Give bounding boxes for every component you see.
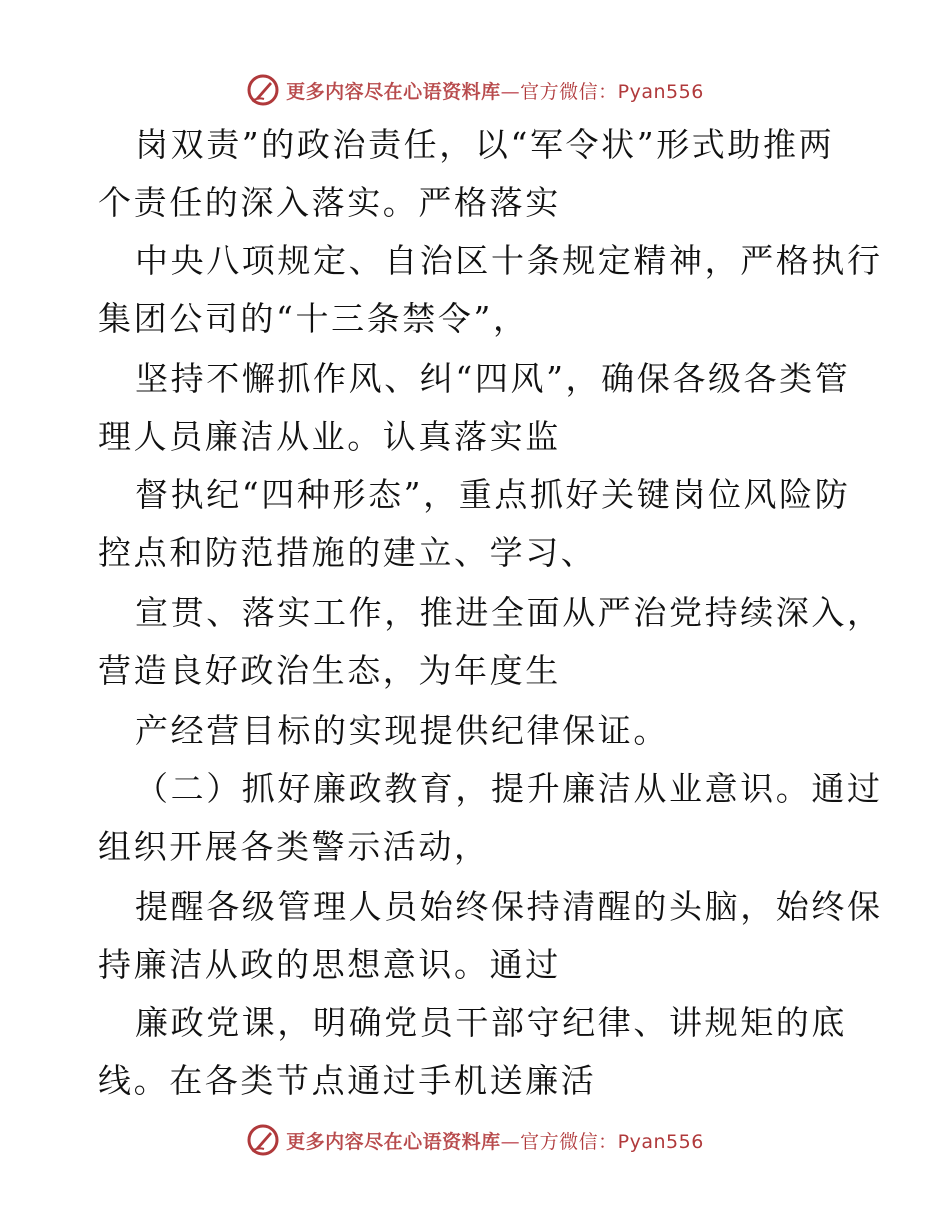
watermark-text — [286, 77, 704, 104]
body-line: 岗双责”的政治责任，以“军令状”形式助推两 — [135, 125, 835, 164]
body-line: 督执纪“四种形态”，重点抓好关键岗位风险防 — [135, 475, 851, 514]
header-watermark — [0, 70, 950, 110]
watermark-brand: 更多内容尽在心语资料库 — [286, 1130, 501, 1153]
watermark-contact: 官方微信：Pyan556 — [520, 1130, 704, 1153]
body-line: 廉政党课，明确党员干部守纪律、讲规矩的底 — [135, 1003, 847, 1042]
body-line: （二）抓好廉政教育，提升廉洁从业意识。通过 — [135, 769, 883, 808]
watermark-contact: 官方微信：Pyan556 — [520, 80, 704, 103]
body-line: 线。在各类节点通过手机送廉活 — [98, 1061, 597, 1100]
body-line: 控点和防范措施的建立、学习、 — [98, 533, 597, 572]
body-line: 产经营目标的实现提供纪律保证。 — [135, 711, 669, 750]
body-line: 理人员廉洁从业。认真落实监 — [98, 417, 561, 456]
watermark-dash: — — [500, 80, 521, 103]
body-line: 宣贯、落实工作，推进全面从严治党持续深入， — [135, 593, 883, 632]
body-line: 提醒各级管理人员始终保持清醒的头脑，始终保 — [135, 887, 883, 926]
quill-logo-icon — [246, 73, 280, 107]
body-line: 坚持不懈抓作风、纠“四风”，确保各级各类管 — [135, 359, 851, 398]
watermark-text — [286, 1127, 704, 1154]
quill-logo-icon — [246, 1123, 280, 1157]
body-line: 持廉洁从政的思想意识。通过 — [98, 945, 561, 984]
footer-watermark — [0, 1120, 950, 1160]
watermark-brand: 更多内容尽在心语资料库 — [286, 80, 501, 103]
body-line: 组织开展各类警示活动， — [98, 827, 490, 866]
body-line: 集团公司的“十三条禁令”， — [98, 299, 529, 338]
body-line: 营造良好政治生态，为年度生 — [98, 651, 561, 690]
body-line: 个责任的深入落实。严格落实 — [98, 183, 561, 222]
body-line: 中央八项规定、自治区十条规定精神，严格执行 — [135, 241, 883, 280]
watermark-dash: — — [500, 1130, 521, 1153]
